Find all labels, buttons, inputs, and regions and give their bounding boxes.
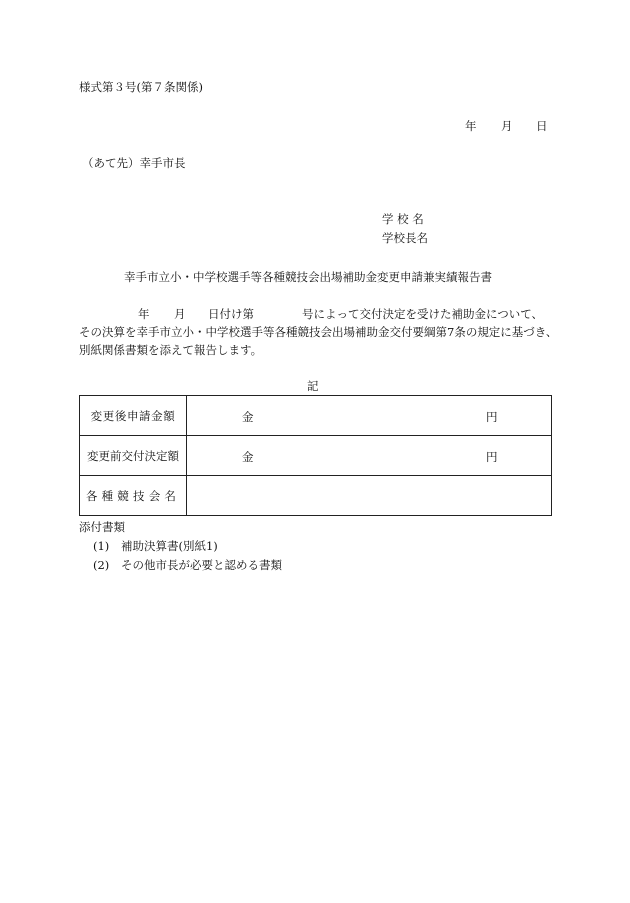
row-label: 各種競技会名 [80, 476, 187, 516]
kin-mark: 金 [242, 410, 254, 424]
attachment-text: その他市長が必要と認める書類 [121, 558, 282, 572]
table-row [80, 476, 552, 516]
body-line2: その決算を幸手市立小・中学校選手等各種競技会出場補助金交付要綱第7条の規定に基づき、 [79, 325, 558, 339]
attachment-text: 補助決算書(別紙1) [121, 539, 218, 553]
body-date-suffix: 日付け第 [208, 307, 254, 321]
row-value [187, 436, 552, 476]
row-label: 変更後申請金額 [80, 396, 187, 436]
application-table [79, 395, 552, 516]
yen-mark: 円 [486, 410, 498, 424]
body-month: 月 [174, 307, 186, 321]
row-value [187, 476, 552, 516]
date-day: 日 [536, 119, 548, 133]
row-value [187, 396, 552, 436]
school-name-label: 学 校 名 [382, 212, 424, 226]
date-month: 月 [501, 119, 513, 133]
table-row [80, 396, 552, 436]
form-number: 様式第３号(第７条関係) [79, 80, 203, 94]
body-line3: 別紙関係書類を添えて報告します。 [79, 343, 263, 357]
ki-heading: 記 [307, 379, 319, 393]
addressee: （あて先）幸手市長 [82, 156, 186, 170]
yen-mark: 円 [486, 450, 498, 464]
body-line1-rest: 号によって交付決定を受けた補助金について、 [302, 307, 544, 321]
document-title: 幸手市立小・中学校選手等各種競技会出場補助金変更申請兼実績報告書 [124, 270, 492, 284]
attachment-num: (1) [93, 539, 110, 553]
attachments-heading: 添付書類 [79, 520, 125, 534]
principal-name-label: 学校長名 [382, 231, 428, 245]
table-row [80, 436, 552, 476]
date-year: 年 [465, 119, 477, 133]
row-label: 変更前交付決定額 [80, 436, 187, 476]
body-year: 年 [138, 307, 150, 321]
attachment-num: (2) [93, 558, 110, 572]
kin-mark: 金 [242, 450, 254, 464]
